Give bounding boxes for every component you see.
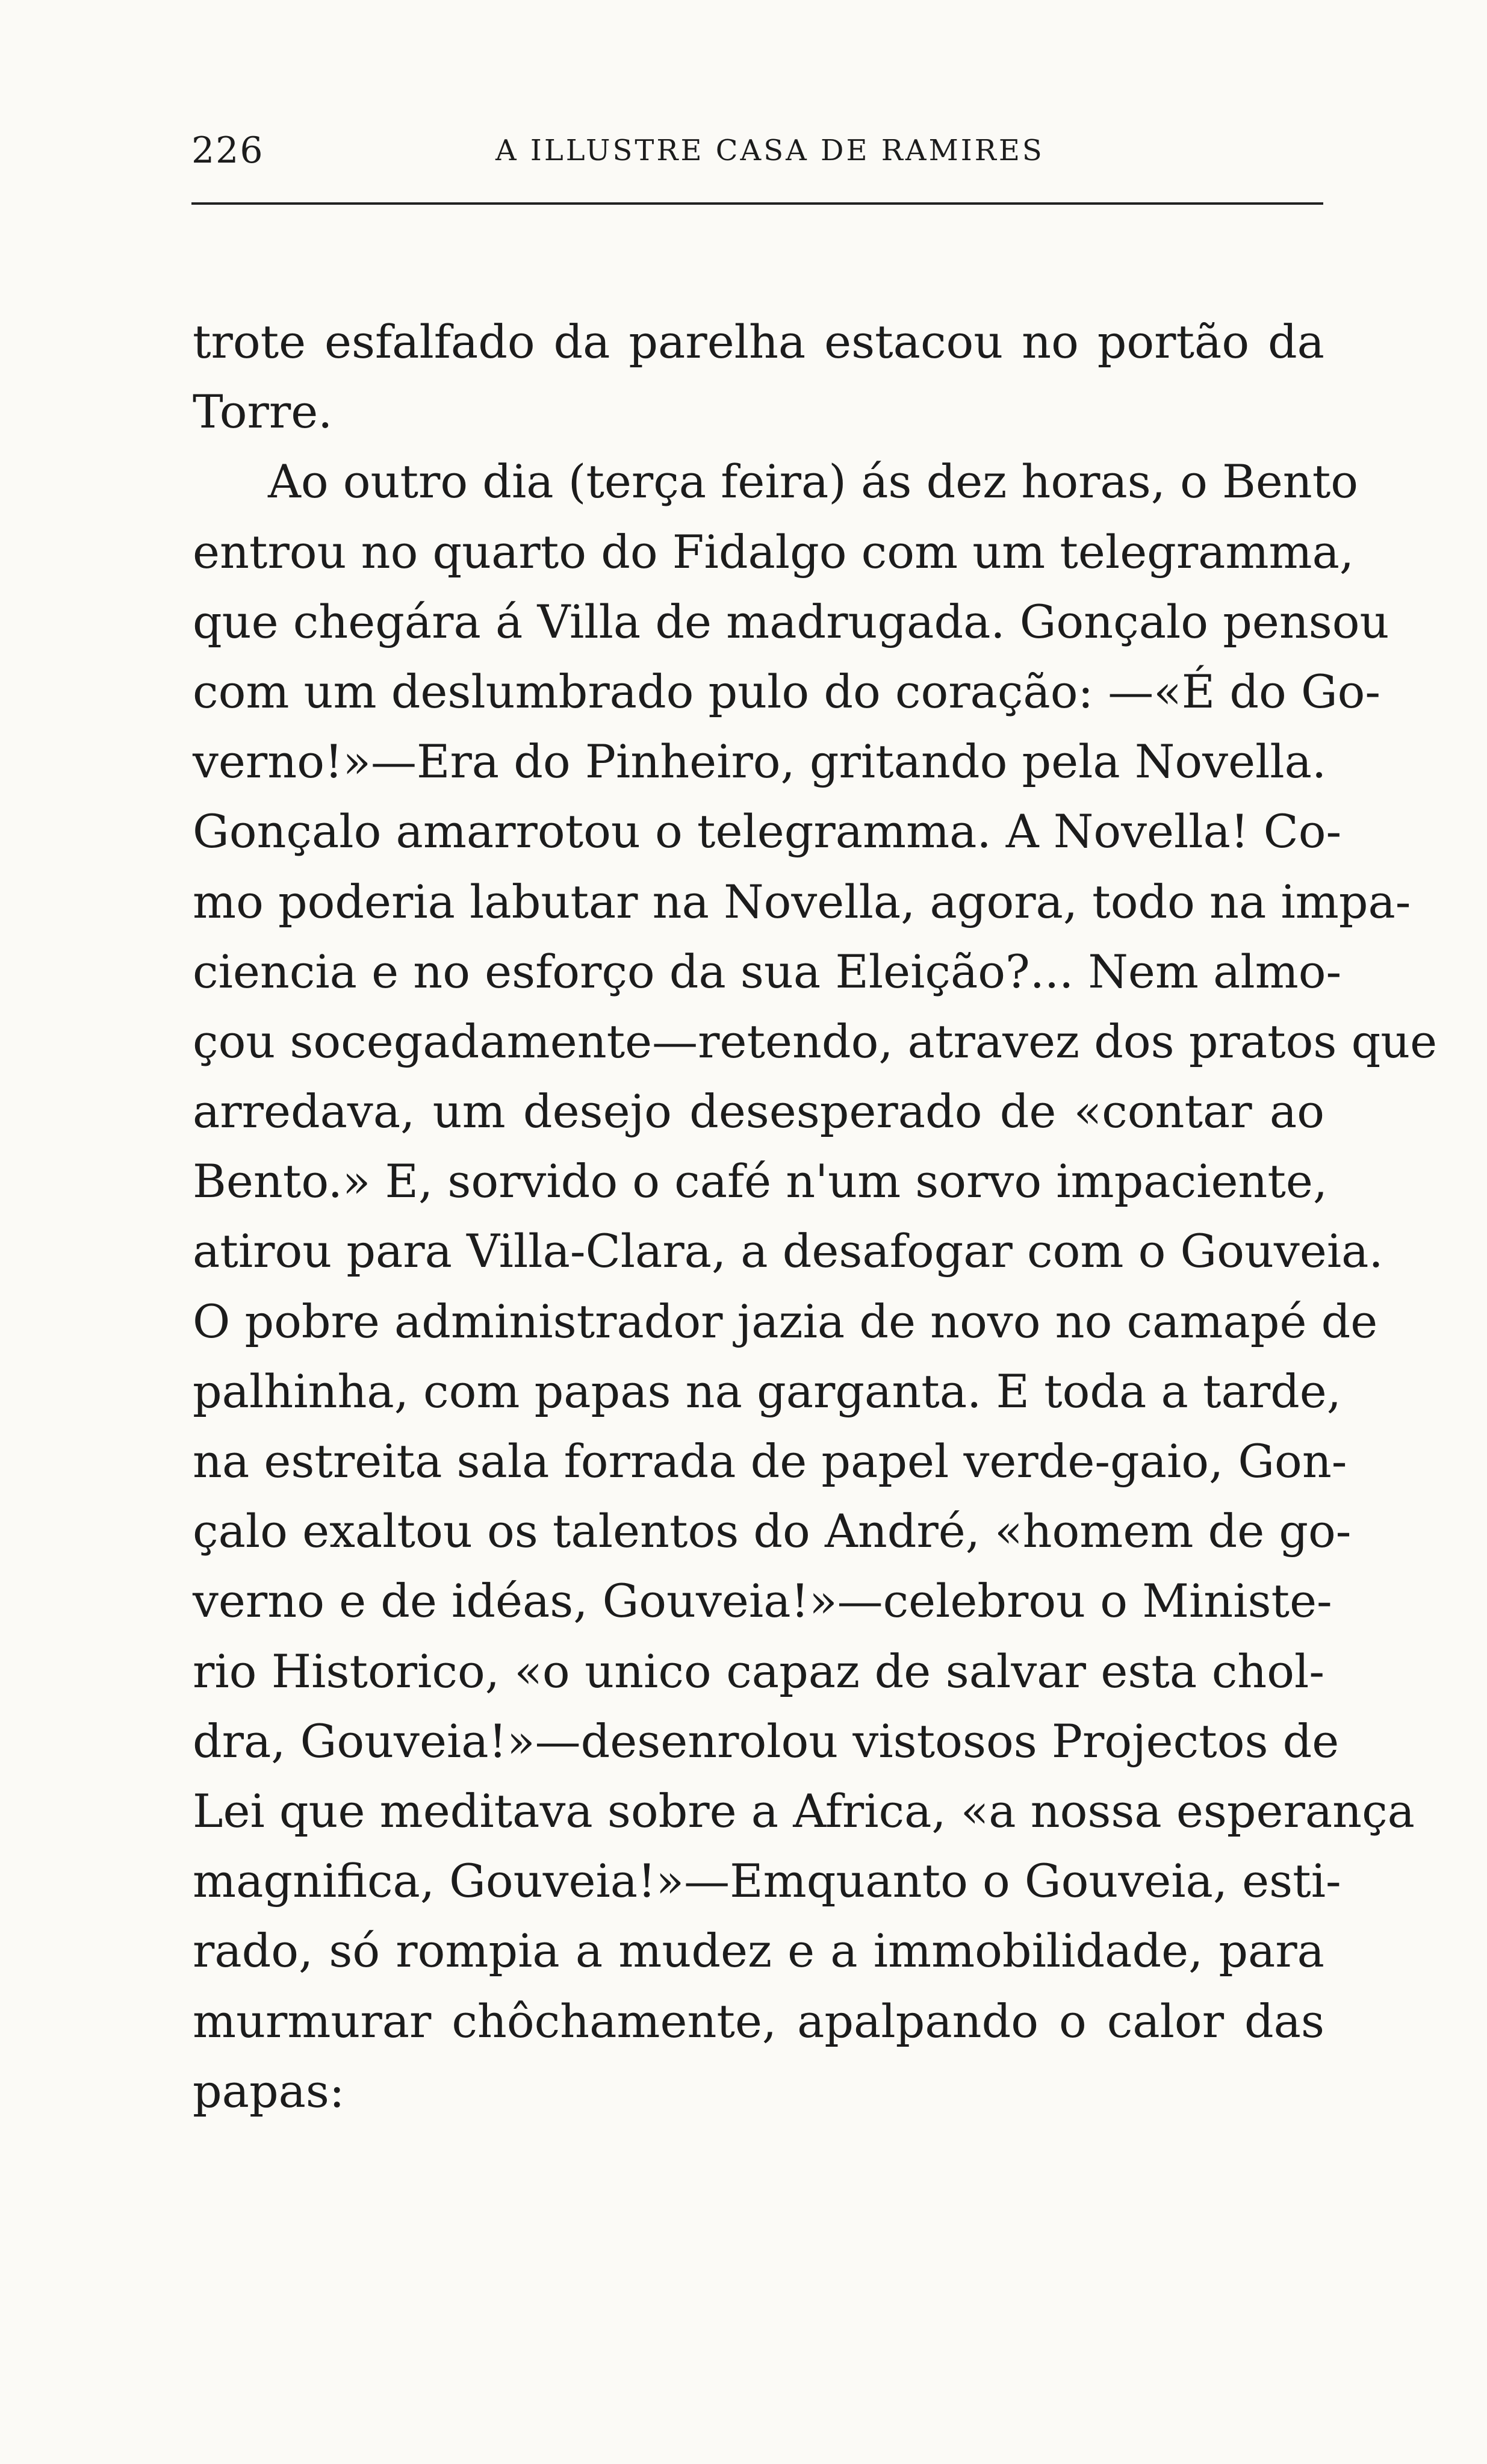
text-line: entrou no quarto do Fidalgo com um telegramma, bbox=[193, 524, 1355, 579]
text-line: Ao outro dia (terça feira) ás dez horas, o Bento bbox=[268, 455, 1359, 509]
text-line: magnifica, Gouveia!»—Emquanto o Gouveia, esti- bbox=[193, 1854, 1341, 1908]
text-line: que chegára á Villa de madrugada. Gonçalo pensou bbox=[193, 594, 1389, 649]
text-line: atirou para Villa-Clara, a desafogar com o Gouveia. bbox=[193, 1224, 1383, 1278]
text-line: com um deslumbrado pulo do coração: —«É do Go- bbox=[193, 664, 1381, 718]
text-line: palhinha, com papas na garganta. E toda a tarde, bbox=[193, 1364, 1341, 1418]
text-line: murmurar chôchamente, apalpando o calor das bbox=[193, 1994, 1324, 2048]
text-line: na estreita sala forrada de papel verde-gaio, Gon- bbox=[193, 1434, 1347, 1488]
body-text bbox=[193, 312, 1438, 2131]
text-line: ciencia e no esforço da sua Eleição?... Nem almo- bbox=[193, 944, 1342, 998]
text-line: verno e de idéas, Gouveia!»—celebrou o Ministe- bbox=[193, 1574, 1332, 1628]
text-line: dra, Gouveia!»—desenrolou vistosos Projectos de bbox=[193, 1714, 1340, 1768]
text-line: mo poderia labutar na Novella, agora, todo na impa- bbox=[193, 874, 1411, 929]
text-line: rado, só rompia a mudez e a immobilidade, para bbox=[193, 1924, 1324, 1978]
text-line: O pobre administrador jazia de novo no camapé de bbox=[193, 1294, 1378, 1348]
text-line: papas: bbox=[193, 2064, 345, 2118]
text-line: trote esfalfado da parelha estacou no portão da bbox=[193, 315, 1324, 369]
text-line: Torre. bbox=[193, 385, 333, 439]
running-title: A ILLUSTRE CASA DE RAMIRES bbox=[495, 134, 1045, 167]
running-head bbox=[191, 123, 1323, 178]
header-rule bbox=[191, 202, 1323, 205]
page-number: 226 bbox=[191, 129, 264, 172]
text-line: çalo exaltou os talentos do André, «homem de go- bbox=[193, 1504, 1352, 1558]
text-line: çou socegadamente—retendo, atravez dos pratos que bbox=[193, 1014, 1438, 1068]
text-line: Lei que meditava sobre a Africa, «a nossa esperança bbox=[193, 1784, 1415, 1838]
text-line: Gonçalo amarrotou o telegramma. A Novella! Co- bbox=[193, 804, 1342, 859]
text-line: rio Historico, «o unico capaz de salvar esta chol- bbox=[193, 1644, 1324, 1698]
text-line: Bento.» E, sorvido o café n'um sorvo impaciente, bbox=[193, 1154, 1328, 1209]
text-line: arredava, um desejo desesperado de «contar ao bbox=[193, 1084, 1324, 1139]
text-line: verno!»—Era do Pinheiro, gritando pela Novella. bbox=[193, 735, 1327, 789]
